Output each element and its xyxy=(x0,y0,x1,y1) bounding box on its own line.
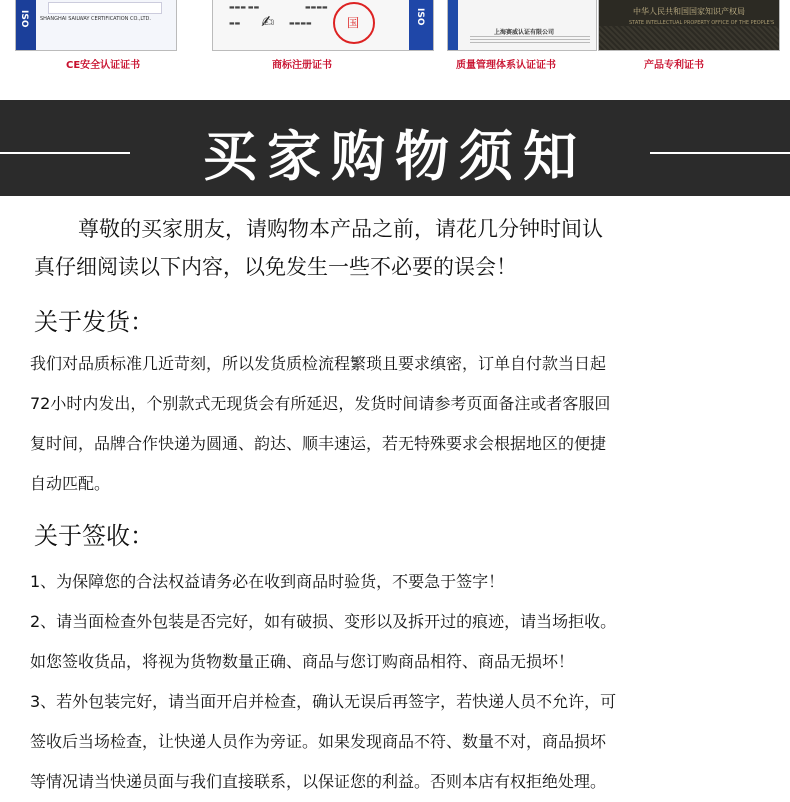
certificate-caption: 产品专利证书 xyxy=(644,60,704,71)
certificate-caption: 质量管理体系认证证书 xyxy=(456,60,556,71)
shipping-paragraph xyxy=(30,344,770,504)
receipt-line: 2、请当面检查外包装是否完好，如有破损、变形以及拆开过的痕迹，请当场拒收。 xyxy=(30,612,617,631)
certificate-fineprint: ▬▬▬▬ xyxy=(289,20,312,27)
certificate-fineprint xyxy=(470,36,590,44)
certificate-fineprint: ▬▬ xyxy=(229,20,241,27)
certificate-image-trademark xyxy=(212,0,434,51)
certificate-texture xyxy=(599,26,779,50)
intro-line: 尊敬的买家朋友，请购物本产品之前，请花几分钟时间认 xyxy=(78,217,603,241)
iso-badge: ISO xyxy=(409,0,433,50)
receipt-line: 如您签收货品，将视为货物数量正确、商品与您订购商品相符、商品无损坏！ xyxy=(30,652,575,671)
certificate-org: 中华人民共和国国家知识产权局 xyxy=(633,7,745,16)
certificate-image-ce xyxy=(15,0,177,51)
certificate-image-patent xyxy=(598,0,780,51)
certificate-fineprint: ▬▬▬ ▬▬ xyxy=(229,4,260,11)
certificate-image-quality xyxy=(447,0,597,51)
receipt-line: 签收后当场检查，让快递人员作为旁证。如果发现商品不符、数量不对，商品损坏 xyxy=(30,732,607,751)
title-banner xyxy=(0,100,790,196)
intro-line: 真仔细阅读以下内容，以免发生一些不必要的误会！ xyxy=(34,255,517,279)
certificate-org: 上海赛威认证有限公司 xyxy=(494,29,555,36)
certificate-fineprint: ▬▬▬▬ xyxy=(305,4,328,11)
certificate-caption: CE安全认证证书 xyxy=(66,60,141,71)
signature-icon: ✍︎ xyxy=(260,11,276,32)
page-title: 买家购物须知 xyxy=(203,125,587,188)
receipt-line: 3、若外包装完好，请当面开启并检查，确认无误后再签字，若快递人员不允许，可 xyxy=(30,692,617,711)
certificate-frame xyxy=(48,2,162,14)
receipt-line: 等情况请当快递员面与我们直接联系，以保证您的利益。否则本店有权拒绝处理。 xyxy=(30,772,607,791)
shipping-line: 我们对品质标准几近苛刻，所以发货质检流程繁琐且要求缜密，订单自付款当日起 xyxy=(30,354,607,373)
shipping-heading: 关于发货： xyxy=(34,308,154,336)
certificate-strip xyxy=(0,0,790,80)
iso-badge: ISO xyxy=(16,0,36,50)
receipt-line: 1、为保障您的合法权益请务必在收到商品时验货，不要急于签字！ xyxy=(30,572,505,591)
certificate-edge xyxy=(448,0,458,50)
certificate-org: SHANGHAI SAILWAY CERTIFICATION CO.,LTD. xyxy=(40,16,151,22)
shipping-line: 自动匹配。 xyxy=(30,474,111,493)
receipt-paragraph xyxy=(30,562,770,802)
receipt-heading: 关于签收： xyxy=(34,522,154,550)
shipping-line: 72小时内发出，个别款式无现货会有所延迟，发货时间请参考页面备注或者客服回 xyxy=(30,394,611,413)
certificate-caption: 商标注册证书 xyxy=(272,60,332,71)
shipping-line: 复时间，品牌合作快递为圆通、韵达、顺丰速运，若无特殊要求会根据地区的便捷 xyxy=(30,434,607,453)
certificate-org-en: STATE INTELLECTUAL PROPERTY OFFICE OF THE PEOPLE'S xyxy=(629,20,775,26)
official-seal-icon: 国 xyxy=(333,2,375,44)
